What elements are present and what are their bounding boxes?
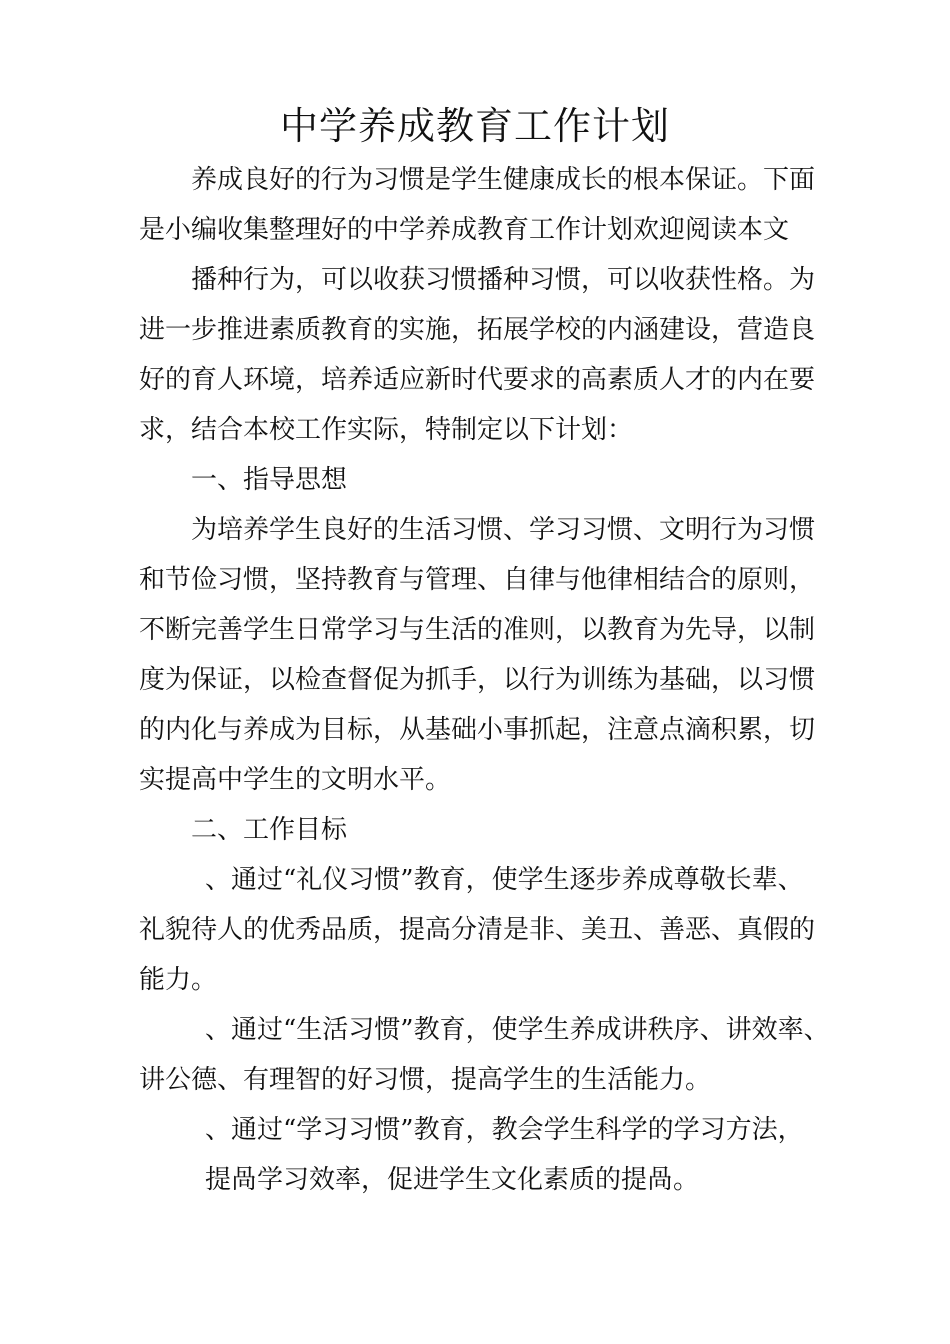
section-heading: 一、指导思想 <box>191 465 348 495</box>
text-line: 求，结合本校工作实际，特制定以下计划： <box>139 415 634 445</box>
text-line: 进一步推进素质教育的实施，拓展学校的内涵建设，营造良 <box>139 315 816 345</box>
text-line: 礼貌待人的优秀品质，提高分清是非、美丑、善恶、真假的 <box>139 915 816 945</box>
text-line: 的内化与养成为目标，从基础小事抓起，注意点滴积累，切 <box>139 715 816 745</box>
text-line: 度为保证，以检查督促为抓手，以行为训练为基础，以习惯 <box>139 665 816 695</box>
text-line: 不断完善学生日常学习与生活的准则，以教育为先导，以制 <box>139 615 816 645</box>
text-line: 讲公德、有理智的好习惯，提高学生的生活能力。 <box>139 1065 712 1095</box>
text-line: 能力。 <box>139 965 218 995</box>
text-line: 好的育人环境，培养适应新时代要求的高素质人才的内在要 <box>139 365 816 395</box>
text-line: 和节俭习惯，坚持教育与管理、自律与他律相结合的原则， <box>139 565 816 595</box>
text-line: 实提高中学生的文明水平。 <box>139 765 452 795</box>
text-line: 、通过“礼仪习惯”教育，使学生逐步养成尊敬长辈、 <box>205 865 804 895</box>
text-line: 为培养学生良好的生活习惯、学习习惯、文明行为习惯 <box>191 515 816 545</box>
document-title: 中学养成教育工作计划 <box>279 104 670 148</box>
text-line: 提咼学习效率，促进学生文化素质的提咼。 <box>205 1165 700 1195</box>
section-heading: 二、工作目标 <box>191 815 348 845</box>
text-line: 、通过“学习习惯”教育，教会学生科学的学习方法， <box>205 1115 804 1145</box>
text-line: 、通过“生活习惯”教育，使学生养成讲秩序、讲效率、 <box>205 1015 830 1045</box>
text-line: 养成良好的行为习惯是学生健康成长的根本保证。下面 <box>191 165 816 195</box>
text-line: 是小编收集整理好的中学养成教育工作计划欢迎阅读本文 <box>139 215 790 245</box>
text-line: 播种行为，可以收获习惯播种习惯，可以收获性格。为 <box>191 265 816 295</box>
